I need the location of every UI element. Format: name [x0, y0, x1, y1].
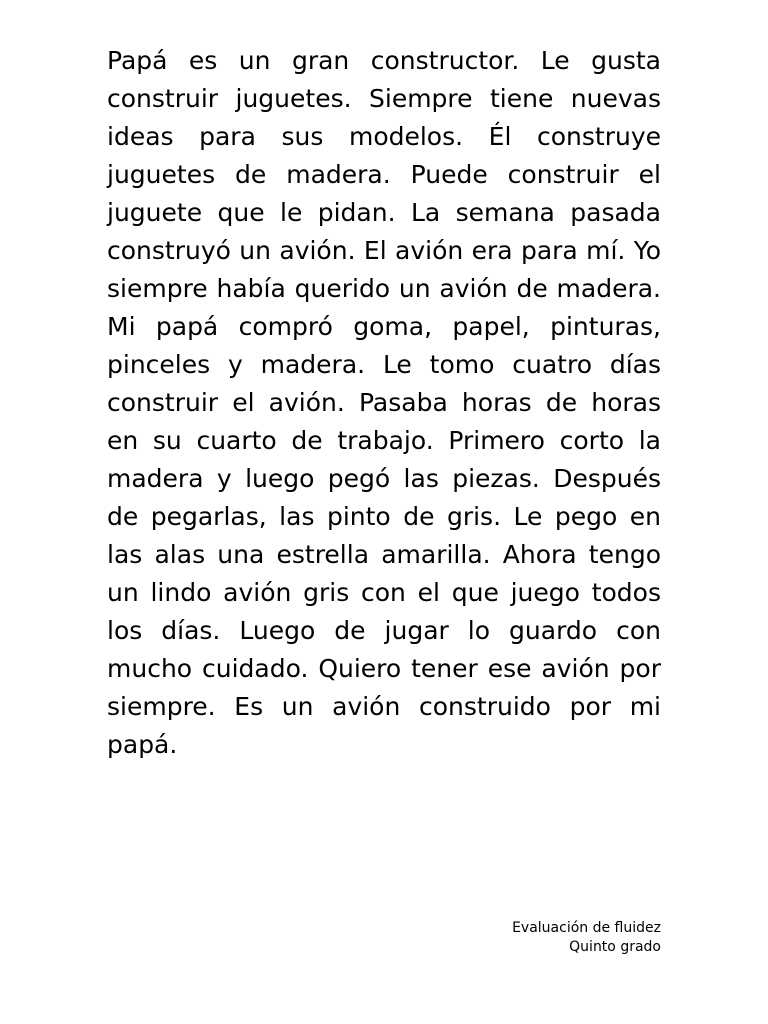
- document-footer: [512, 919, 661, 957]
- reading-passage: Papá es un gran constructor. Le gusta construir juguetes. Siempre tiene nuevas ideas para sus modelos. Él construye juguetes de madera. Puede construir el juguete que le pidan. La semana pasada construyó un avión. El avión era para mí. Yo siempre había querido un avión de madera. Mi papá compró goma, papel, pinturas, pinceles y madera. Le tomo cuatro días construir el avión. Pasaba horas de horas en su cuarto de trabajo. Primero corto la madera y luego pegó las piezas. Después de pegarlas, las pinto de gris. Le pego en las alas una estrella amarilla. Ahora tengo un lindo avión gris con el que juego todos los días. Luego de jugar lo guardo con mucho cuidado. Quiero tener ese avión por siempre. Es un avión construido por mi papá.: [107, 46, 661, 759]
- footer-evaluation-label: Evaluación de fluidez: [512, 920, 661, 936]
- footer-grade-label: Quinto grado: [569, 939, 661, 955]
